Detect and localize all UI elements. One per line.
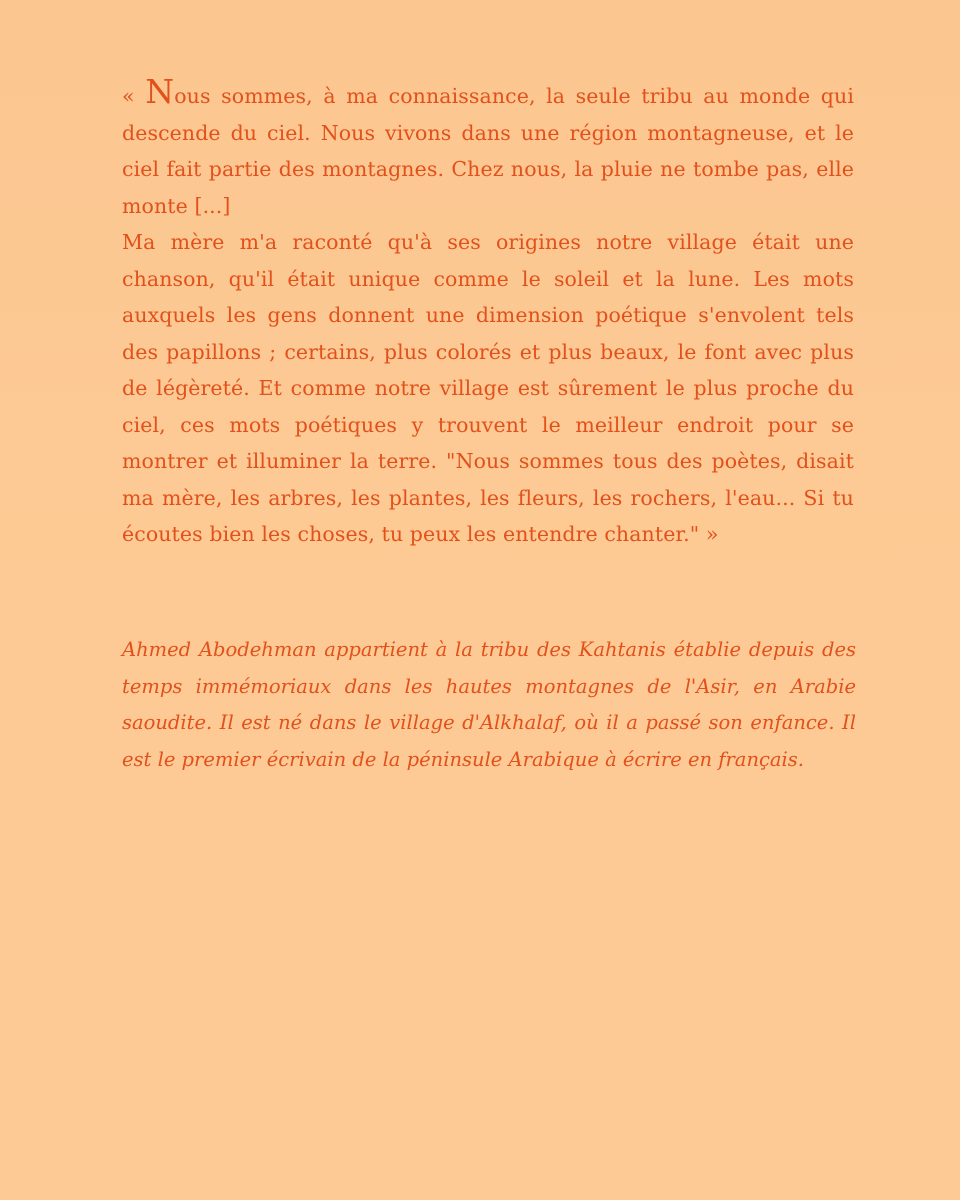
- opening-guillemet: «: [122, 84, 146, 108]
- quote-paragraph-1: [122, 72, 854, 224]
- quote-block: [122, 72, 854, 553]
- quote-paragraph-2: Ma mère m'a raconté qu'à ses origines notre village était une chanson, qu'il était unique comme le soleil et la lune. Les mots auxquels les gens donnent une dimension poétique s'envolent tels des papillons ; certains, plus colorés et plus beaux, le font avec plus de légèreté. Et comme notre village est sûrement le plus proche du ciel, ces mots poétiques y trouvent le meilleur endroit pour se montrer et illuminer la terre. "Nous sommes tous des poètes, disait ma mère, les arbres, les plantes, les fleurs, les rochers, l'eau... Si tu écoutes bien les choses, tu peux les entendre chanter." »: [122, 230, 854, 546]
- author-bio: Ahmed Abodehman appartient à la tribu des Kahtanis établie depuis des temps immémoriaux dans les hautes montagnes de l'Asir, en Arabie saoudite. Il est né dans le village d'Alkhalaf, où il a passé son enfance. Il est le premier écrivain de la péninsule Arabique à écrire en français.: [122, 638, 856, 771]
- quote-paragraph-1-text: ous sommes, à ma connaissance, la seule tribu au monde qui descende du ciel. Nous vivons dans une région montagneuse, et le ciel fait partie des montagnes. Chez nous, la pluie ne tombe pas, elle monte [...]: [122, 84, 854, 218]
- drop-cap-letter: N: [145, 72, 175, 111]
